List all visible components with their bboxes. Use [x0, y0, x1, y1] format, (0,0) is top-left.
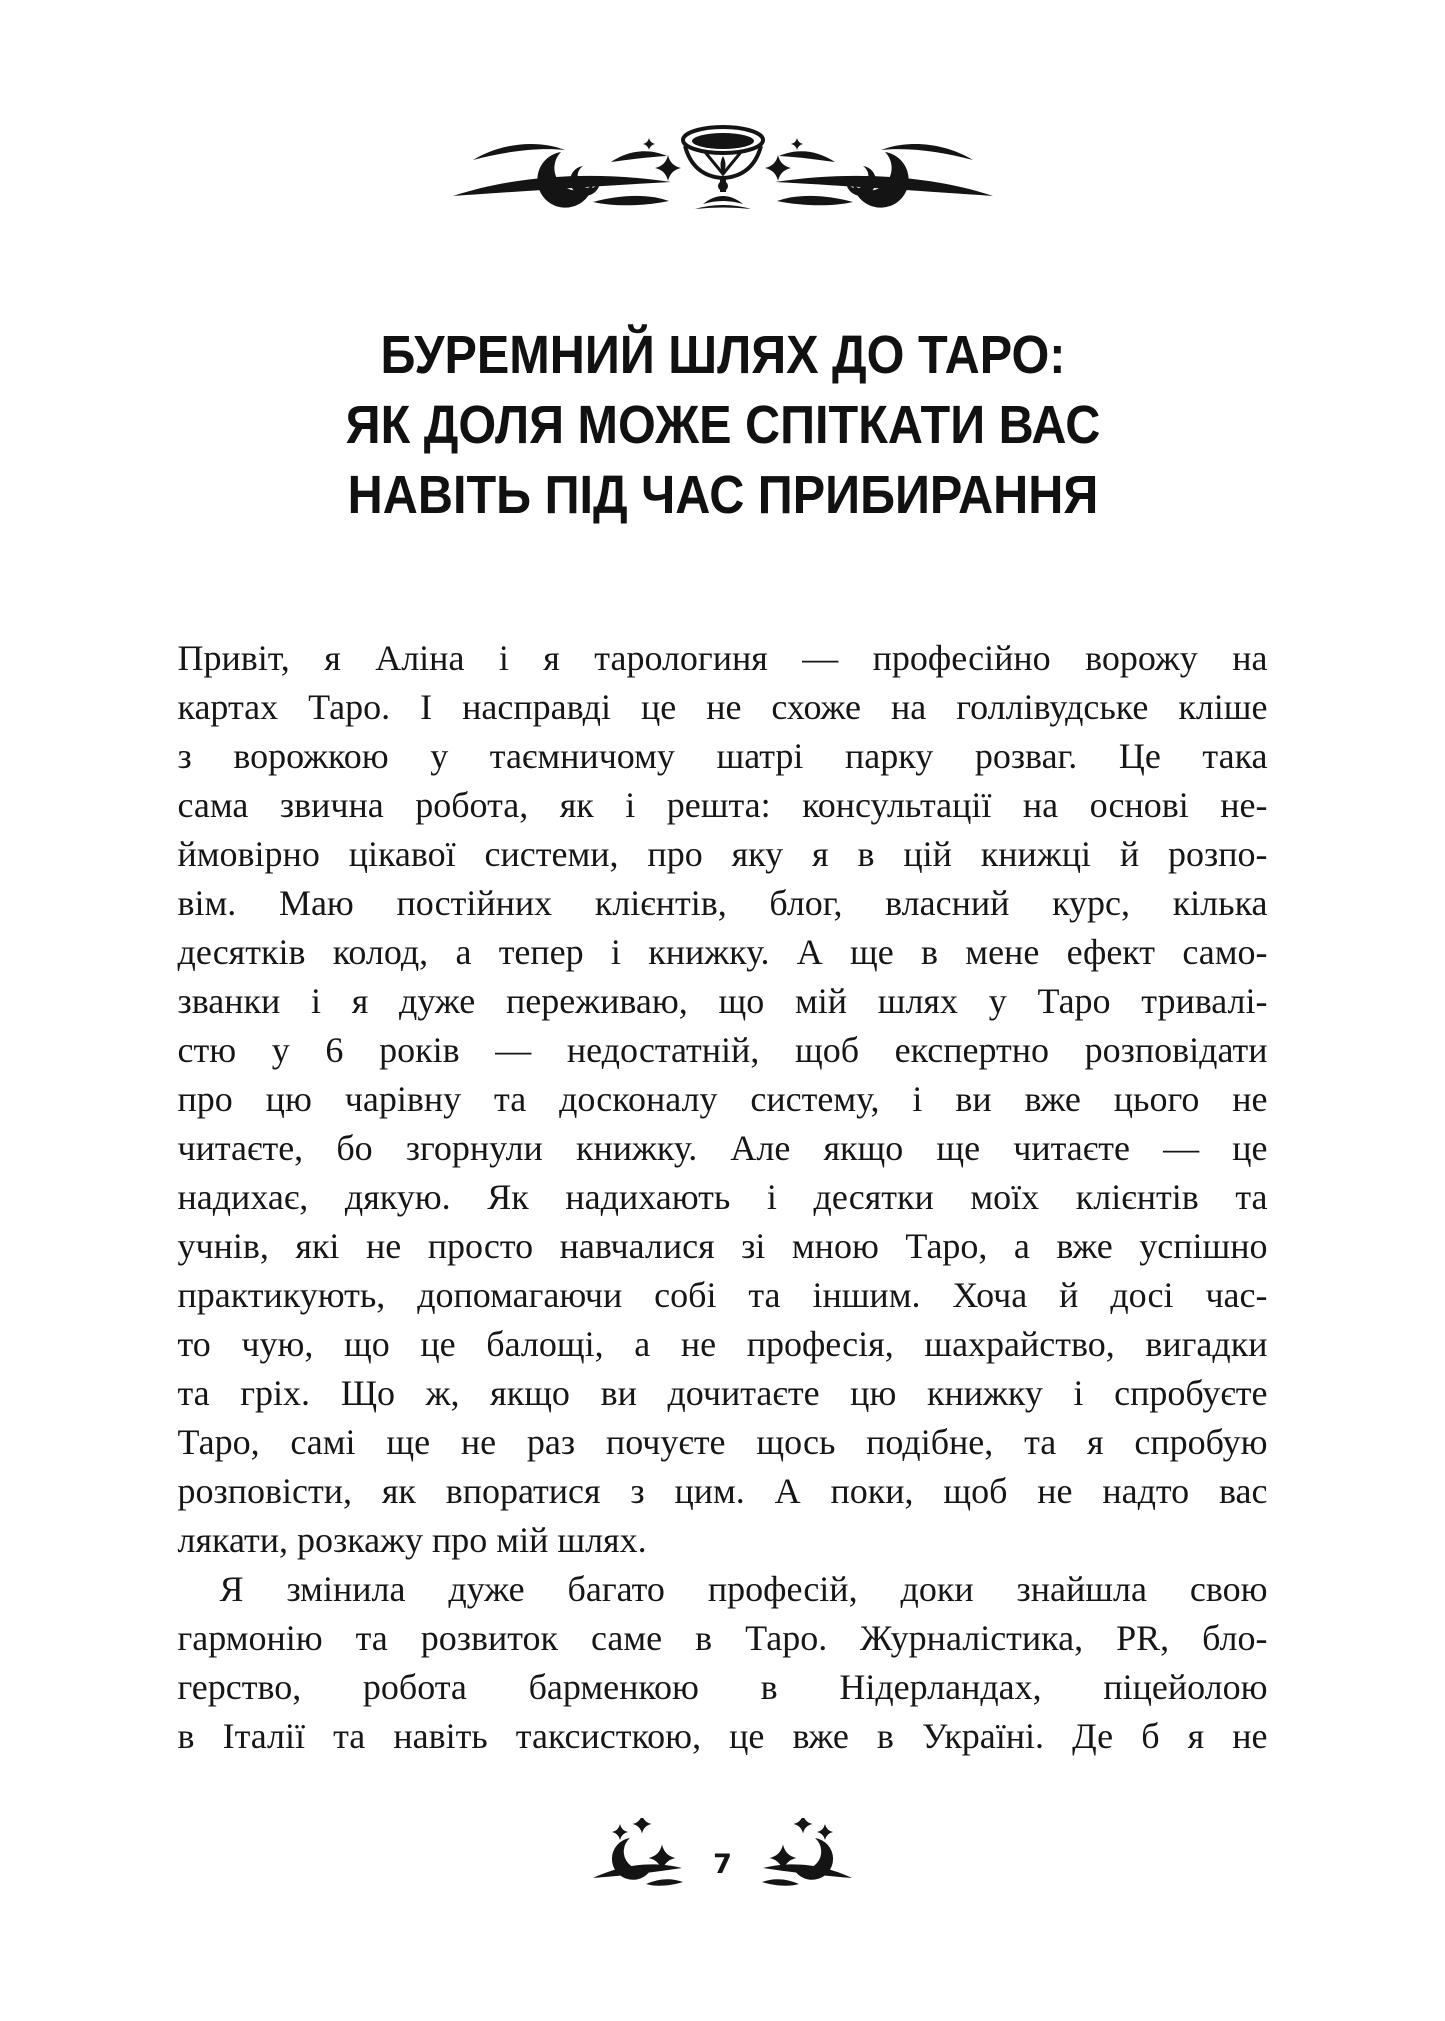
- footer-flourish-left-icon: [590, 1818, 685, 1896]
- page-footer: [0, 1818, 1445, 1896]
- text-line: лякати, розкажу про мій шлях.: [177, 1520, 647, 1560]
- text-line: та гріх. Що ж, якщо ви дочитаєте цю книжку і спробуєте: [177, 1373, 1268, 1413]
- text-line: то чую, що це балощі, а не професія, шахрайство, вигадки: [177, 1324, 1268, 1364]
- text-line: герство, робота барменкою в Нідерландах, піцейолою: [177, 1667, 1268, 1707]
- text-line: вім. Маю постійних клієнтів, блог, власний курс, кілька: [177, 883, 1268, 923]
- text-line: практикують, допомагаючи собі та іншим. Хоча й досі час-: [177, 1275, 1268, 1315]
- chalice-ornament-icon: [443, 0, 1003, 216]
- text-line: сама звична робота, як і решта: консультації на основі не-: [177, 785, 1268, 825]
- body-text: [178, 634, 1268, 1761]
- text-line: читаєте, бо згорнули книжку. Але якщо ще читаєте — це: [177, 1128, 1268, 1168]
- text-line: в Італії та навіть таксисткою, це вже в Україні. Де б я не: [177, 1716, 1268, 1756]
- chapter-title-line-1: БУРЕМНИЙ ШЛЯХ ДО ТАРО:: [380, 325, 1065, 385]
- page-content: [178, 0, 1268, 1761]
- text-line: учнів, які не просто навчалися зі мною Таро, а вже успішно: [177, 1226, 1268, 1266]
- chapter-title-line-2: ЯК ДОЛЯ МОЖЕ СПІТКАТИ ВАС: [345, 395, 1100, 455]
- text-line: гармонію та розвиток саме в Таро. Журналістика, PR, бло-: [177, 1618, 1268, 1658]
- text-line: ймовірно цікавої системи, про яку я в цій книжці й розпо-: [177, 834, 1268, 874]
- text-line: стю у 6 років — недостатній, щоб експертно розповідати: [177, 1030, 1268, 1070]
- text-line: з ворожкою у таємничому шатрі парку розваг. Це така: [177, 736, 1268, 776]
- text-line: про цю чарівну та досконалу систему, і ви вже цього не: [177, 1079, 1268, 1119]
- text-line: Привіт, я Аліна і я тарологиня — професійно ворожу на: [177, 638, 1268, 678]
- chapter-title-line-3: НАВІТЬ ПІД ЧАС ПРИБИРАННЯ: [347, 465, 1098, 525]
- text-line: десятків колод, а тепер і книжку. А ще в мене ефект само-: [177, 932, 1268, 972]
- chapter-title: [178, 320, 1268, 530]
- footer-flourish-right-icon: [760, 1818, 855, 1896]
- text-line: Таро, самі ще не раз почуєте щось подібне, та я спробую: [177, 1422, 1268, 1462]
- text-line: картах Таро. І насправді це не схоже на голлівудське кліше: [177, 687, 1268, 727]
- text-line: розповісти, як впоратися з цим. А поки, щоб не надто вас: [177, 1471, 1268, 1511]
- text-line: Я змінила дуже багато професій, доки знайшла свою: [219, 1569, 1268, 1609]
- page-number: 7: [713, 1848, 732, 1880]
- text-line: званки і я дуже переживаю, що мій шлях у Таро тривалі-: [177, 981, 1268, 1021]
- text-line: надихає, дякую. Як надихають і десятки моїх клієнтів та: [177, 1177, 1268, 1217]
